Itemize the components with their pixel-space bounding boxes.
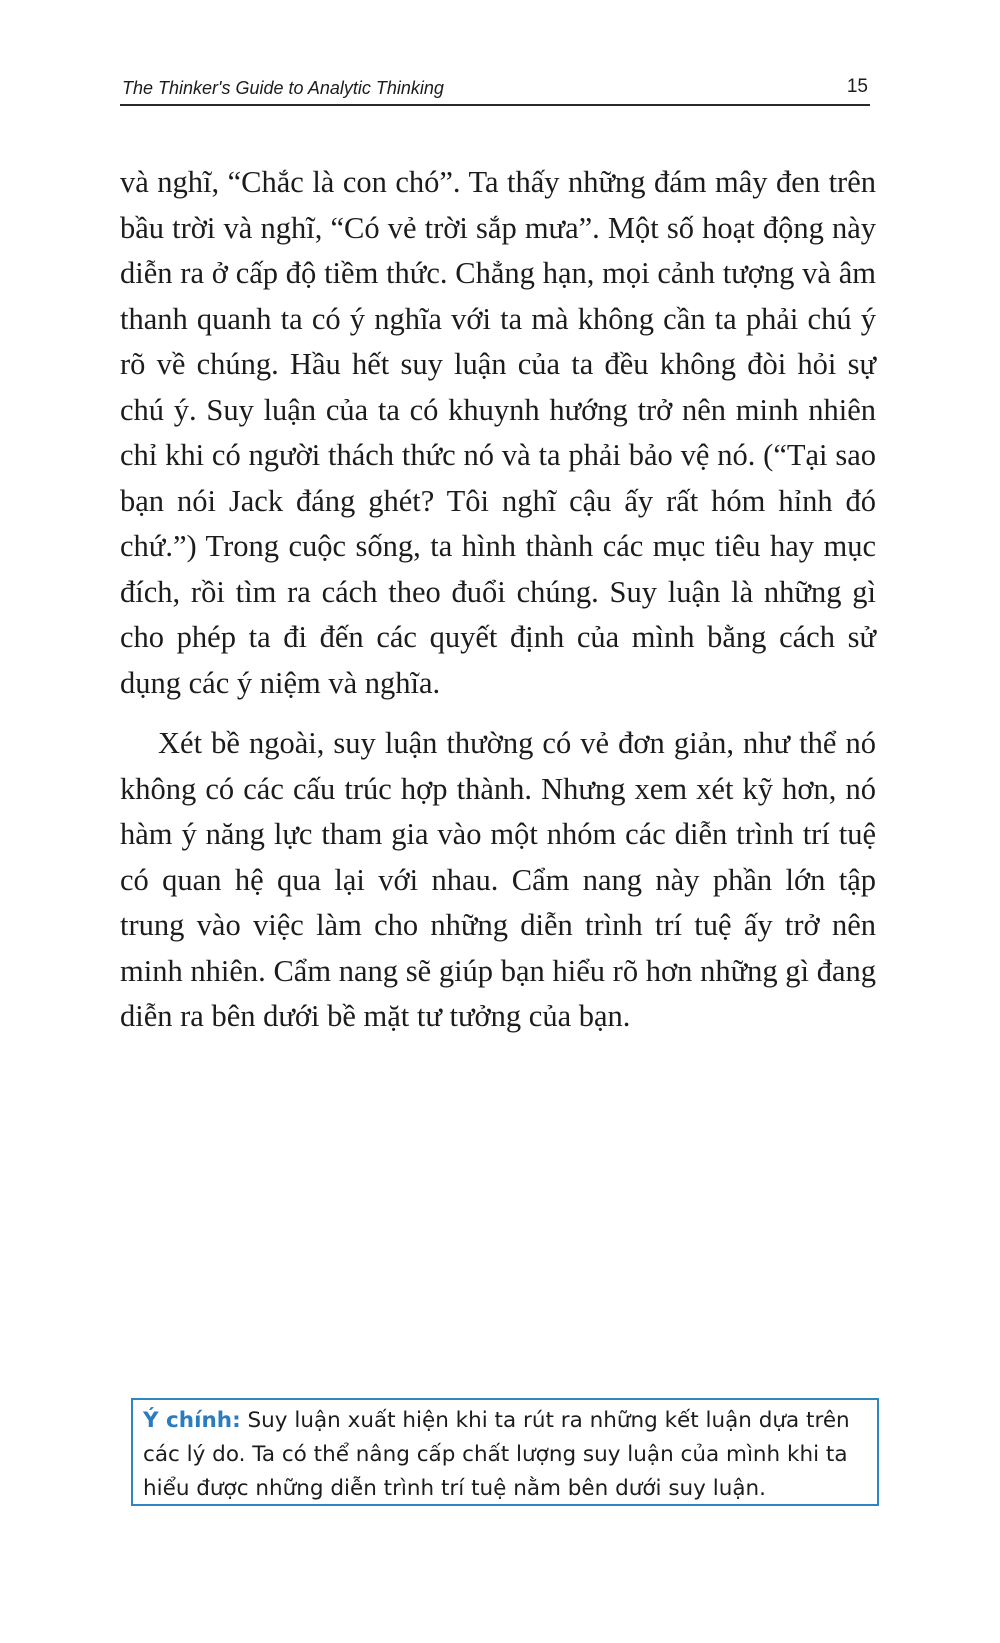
- paragraph: Xét bề ngoài, suy luận thường có vẻ đơn giản, như thể nó không có các cấu trúc hợp thành. Nhưng xem xét kỹ hơn, nó hàm ý năng lực tham gia vào một nhóm các diễn trình trí tuệ có quan hệ qua lại với nhau. Cẩm nang này phần lớn tập trung vào việc làm cho những diễn trình trí tuệ ấy trở nên minh nhiên. Cẩm nang sẽ giúp bạn hiểu rõ hơn những gì đang diễn ra bên dưới bề mặt tư tưởng của bạn.: [120, 726, 876, 1033]
- paragraph: và nghĩ, “Chắc là con chó”. Ta thấy những đám mây đen trên bầu trời và nghĩ, “Có vẻ trời sắp mưa”. Một số hoạt động này diễn ra ở cấp độ tiềm thức. Chẳng hạn, mọi cảnh tượng và âm thanh quanh ta có ý nghĩa với ta mà không cần ta phải chú ý rõ về chúng. Hầu hết suy luận của ta đều không đòi hỏi sự chú ý. Suy luận của ta có khuynh hướng trở nên minh nhiên chỉ khi có người thách thức nó và ta phải bảo vệ nó. (“Tại sao bạn nói Jack đáng ghét? Tôi nghĩ cậu ấy rất hóm hỉnh đó chứ.”) Trong cuộc sống, ta hình thành các mục tiêu hay mục đích, rồi tìm ra cách theo đuổi chúng. Suy luận là những gì cho phép ta đi đến các quyết định của mình bằng cách sử dụng các ý niệm và nghĩa.: [120, 165, 876, 700]
- body-text: [120, 160, 876, 1040]
- key-idea-text: Suy luận xuất hiện khi ta rút ra những kết luận dựa trên các lý do. Ta có thể nâng cấp chất lượng suy luận của mình khi ta hiểu được những diễn trình trí tuệ nằm bên dưới suy luận.: [143, 1408, 850, 1501]
- running-header: [120, 76, 870, 106]
- book-title: The Thinker's Guide to Analytic Thinking: [122, 78, 444, 98]
- key-idea-box: [131, 1398, 879, 1506]
- page-number: 15: [846, 76, 868, 97]
- key-idea-label: Ý chính:: [143, 1408, 241, 1433]
